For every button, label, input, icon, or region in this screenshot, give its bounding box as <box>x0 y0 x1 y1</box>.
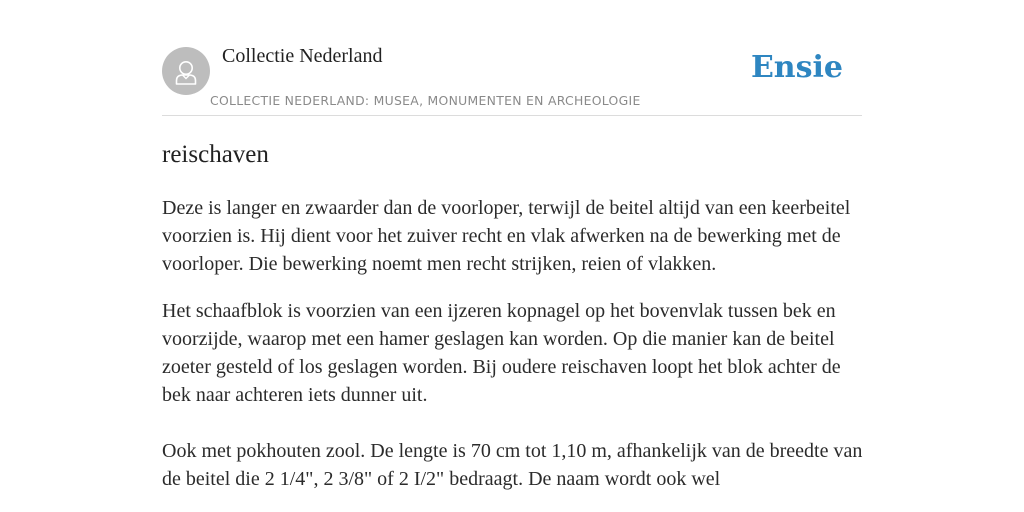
article-paragraph-1: Deze is langer en zwaarder dan de voorloper, terwijl de beitel altijd van een keerbeitel voorzien is. Hij dient voor het zuiver recht en vlak afwerken na de bewerking met de voorloper. Die bewerking noemt men recht strijken, reien of vlakken. <box>162 197 851 275</box>
article-header <box>162 0 862 116</box>
article-paragraph-2: Het schaafblok is voorzien van een ijzeren kopnagel op het bovenvlak tussen bek en voorzijde, waarop met een hamer geslagen kan worden. Op die manier kan de beitel zoeter gesteld of los geslagen worden. Bij oudere reischaven loopt het blok achter de bek naar achteren iets dunner uit. <box>162 300 841 406</box>
user-outline-icon <box>162 47 210 95</box>
author-avatar[interactable] <box>162 47 210 95</box>
article-paragraph-3: Ook met pokhouten zool. De lengte is 70 cm tot 1,10 m, afhankelijk van de breedte van de beitel die 2 1/4", 2 3/8" of 2 I/2" bedraagt. De naam wordt ook wel <box>162 440 863 490</box>
article-body <box>162 140 872 493</box>
page-title: reischaven <box>162 141 269 168</box>
ensie-logo[interactable]: Ensie <box>750 50 843 85</box>
author-name-link[interactable]: Collectie Nederland <box>222 45 383 67</box>
collection-link[interactable]: COLLECTIE NEDERLAND: MUSEA, MONUMENTEN EN ARCHEOLOGIE <box>210 93 641 108</box>
